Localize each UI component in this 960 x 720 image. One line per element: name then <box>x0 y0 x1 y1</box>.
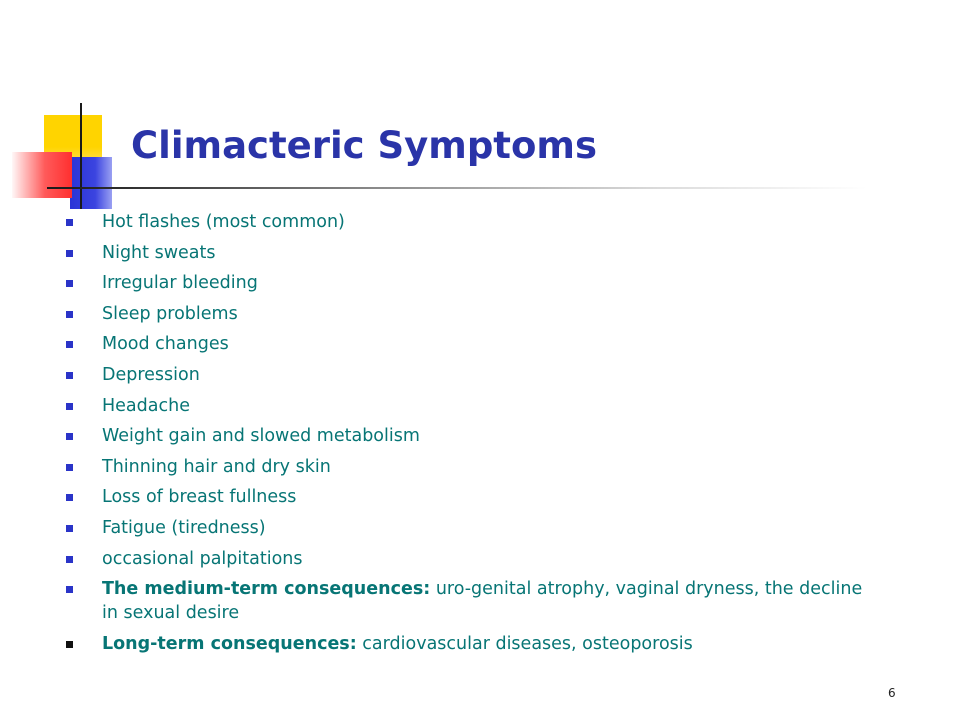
bullet-lead: The medium-term consequences: <box>102 579 431 600</box>
bullet-text: Hot flashes (most common) <box>102 212 345 232</box>
slide-title: Climacteric Symptoms <box>131 124 597 167</box>
list-item <box>65 302 865 326</box>
list-item <box>65 210 865 234</box>
bullet-icon <box>66 341 73 348</box>
list-item <box>65 455 865 479</box>
bullet-text: Headache <box>102 395 190 416</box>
bullet-icon <box>66 641 73 648</box>
bullet-lead: Long-term consequences: <box>102 633 357 654</box>
decor-blue-square <box>70 157 112 209</box>
decor-vertical-line <box>80 103 82 209</box>
list-item <box>65 577 865 625</box>
bullet-text: occasional palpitations <box>102 548 303 569</box>
bullet-text: Night sweats <box>102 242 216 263</box>
bullet-icon <box>66 556 73 563</box>
list-item <box>65 332 865 356</box>
bullet-icon <box>66 586 73 593</box>
page-number: 6 <box>888 686 896 700</box>
bullet-icon <box>66 525 73 532</box>
decor-red-square <box>12 152 72 198</box>
bullet-text: Mood changes <box>102 334 229 355</box>
bullet-icon <box>66 372 73 379</box>
bullet-icon <box>66 250 73 257</box>
list-item <box>65 516 865 540</box>
bullet-icon <box>66 494 73 501</box>
bullet-text: Depression <box>102 364 200 385</box>
list-item <box>65 394 865 418</box>
bullet-icon <box>66 464 73 471</box>
bullet-text: Irregular bleeding <box>102 273 258 294</box>
list-item <box>65 363 865 387</box>
bullet-text: Loss of breast fullness <box>102 487 297 508</box>
bullet-text: Weight gain and slowed metabolism <box>102 426 420 447</box>
bullet-list <box>65 210 865 662</box>
list-item <box>65 271 865 295</box>
bullet-text: Fatigue (tiredness) <box>102 517 266 538</box>
bullet-text: Sleep problems <box>102 303 238 324</box>
list-item <box>65 485 865 509</box>
bullet-icon <box>66 403 73 410</box>
bullet-icon <box>66 219 73 226</box>
decor-horizontal-line <box>47 187 867 189</box>
list-item <box>65 547 865 571</box>
bullet-text: uro-genital atrophy, vaginal dryness, the decline in sexual desire <box>102 579 863 624</box>
bullet-text: Thinning hair and dry skin <box>102 456 331 477</box>
list-item <box>65 632 865 656</box>
list-item <box>65 424 865 448</box>
bullet-text: cardiovascular diseases, osteoporosis <box>356 633 693 654</box>
bullet-icon <box>66 433 73 440</box>
bullet-icon <box>66 280 73 287</box>
list-item <box>65 241 865 265</box>
bullet-icon <box>66 311 73 318</box>
